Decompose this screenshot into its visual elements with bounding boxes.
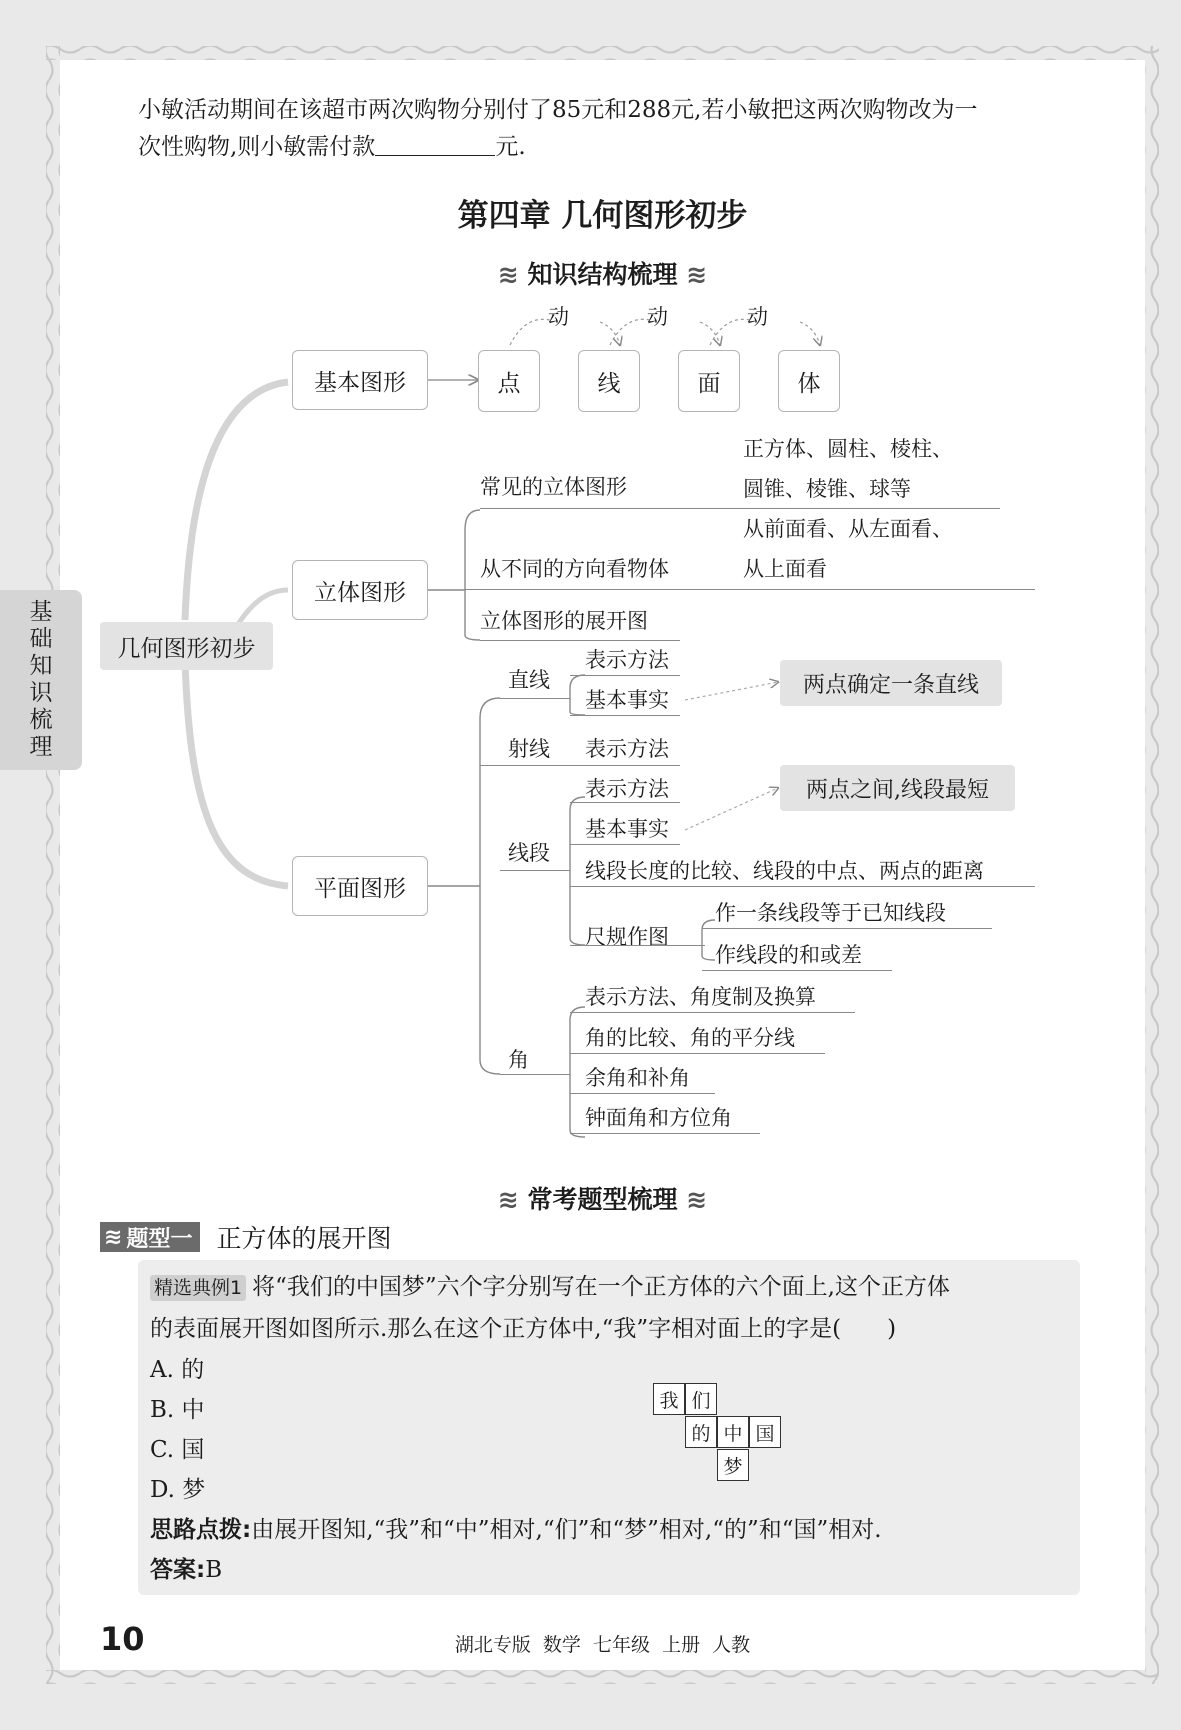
net-cell-guo: 国 — [749, 1416, 781, 1448]
answer-value: B — [205, 1557, 223, 1583]
solid-views-examples-2: 从上面看 — [743, 557, 827, 581]
angle-clock-direction: 钟面角和方位角 — [585, 1106, 732, 1130]
type-tag-label: 题型一 — [126, 1226, 193, 1252]
page — [60, 60, 1145, 1670]
plane-segment: 线段 — [508, 841, 550, 865]
hint-label: 思路点拨: — [150, 1517, 252, 1543]
node-solid-figures: 立体图形 — [292, 560, 428, 620]
construct-sum-difference: 作线段的和或差 — [715, 943, 862, 967]
answer — [150, 1555, 222, 1585]
angle-representation: 表示方法、角度制及换算 — [585, 985, 816, 1009]
intro-line-2-after: 元. — [495, 134, 526, 160]
type-title: 正方体的展开图 — [216, 1224, 392, 1253]
move-label: 动 — [747, 305, 768, 329]
page-number: 10 — [100, 1620, 145, 1658]
note-shortest-segment: 两点之间,线段最短 — [780, 765, 1015, 811]
chapter-title: 第四章 几何图形初步 — [457, 198, 748, 234]
wave-icon: ≋ — [677, 1185, 708, 1214]
side-tab-char: 知 — [29, 653, 53, 679]
move-label: 动 — [548, 305, 569, 329]
segment-construct: 尺规作图 — [585, 925, 669, 949]
node-line: 线 — [578, 350, 640, 412]
option-c: C. 国 — [150, 1437, 205, 1463]
wave-icon: ≋ — [497, 1185, 528, 1214]
answer-label: 答案: — [150, 1557, 206, 1583]
section-heading-types — [60, 1180, 1145, 1216]
footer-info: 湖北专版 数学 七年级 上册 人教 — [454, 1634, 751, 1656]
solid-views: 从不同的方向看物体 — [480, 557, 669, 581]
move-label: 动 — [647, 305, 668, 329]
hint — [150, 1515, 882, 1545]
wave-icon: ≋ — [104, 1224, 123, 1250]
net-cell-men: 们 — [685, 1383, 717, 1415]
line-basic-fact: 基本事实 — [585, 688, 669, 712]
intro-line-1: 小敏活动期间在该超市两次购物分别付了85元和288元,若小敏把这两次购物改为一 — [138, 97, 978, 123]
line-representation: 表示方法 — [585, 648, 669, 672]
segment-basic-fact: 基本事实 — [585, 817, 669, 841]
wave-icon: ≋ — [677, 260, 708, 289]
node-plane-figures: 平面图形 — [292, 856, 428, 916]
note-two-points-line: 两点确定一条直线 — [780, 660, 1002, 706]
intro-line-2-before: 次性购物,则小敏需付款 — [138, 134, 376, 160]
plane-ray: 射线 — [508, 737, 550, 761]
solid-views-examples-1: 从前面看、从左面看、 — [743, 517, 953, 541]
solid-common-examples-2: 圆锥、棱锥、球等 — [743, 477, 911, 501]
ray-representation: 表示方法 — [585, 737, 669, 761]
side-tab-char: 识 — [29, 680, 53, 706]
option-a: A. 的 — [150, 1357, 205, 1383]
angle-complement: 余角和补角 — [585, 1066, 690, 1090]
net-cell-meng: 梦 — [717, 1449, 749, 1481]
net-cell-de: 的 — [685, 1416, 717, 1448]
net-cell-zhong: 中 — [717, 1416, 749, 1448]
node-solid: 体 — [778, 350, 840, 412]
segment-representation: 表示方法 — [585, 777, 669, 801]
side-tab-char: 础 — [29, 626, 53, 652]
solid-common-examples-1: 正方体、圆柱、棱柱、 — [743, 437, 953, 461]
node-basic-figures: 基本图形 — [292, 350, 428, 410]
solid-net: 立体图形的展开图 — [480, 609, 648, 633]
option-d: D. 梦 — [150, 1477, 206, 1503]
section-title: 常考题型梳理 — [527, 1185, 678, 1214]
segment-compare: 线段长度的比较、线段的中点、两点的距离 — [585, 859, 984, 883]
construct-equal-segment: 作一条线段等于已知线段 — [715, 901, 946, 925]
net-cell-wo: 我 — [653, 1383, 685, 1415]
example-text-1: 将“我们的中国梦”六个字分别写在一个正方体的六个面上,这个正方体 — [252, 1274, 950, 1300]
example-tag: 精选典例1 — [150, 1275, 246, 1301]
example-line-2: 的表面展开图如图所示.那么在这个正方体中,“我”字相对面上的字是( ) — [150, 1316, 897, 1342]
plane-line: 直线 — [508, 668, 550, 692]
option-b: B. 中 — [150, 1397, 205, 1423]
angle-compare: 角的比较、角的平分线 — [585, 1026, 795, 1050]
node-surface: 面 — [678, 350, 740, 412]
mindmap-root: 几何图形初步 — [100, 622, 273, 670]
wave-icon: ≋ — [497, 260, 528, 289]
side-tab-char: 梳 — [29, 707, 53, 733]
type-tag — [100, 1222, 200, 1252]
type-heading — [100, 1220, 391, 1254]
example-line-1 — [150, 1272, 950, 1302]
node-point: 点 — [478, 350, 540, 412]
side-tab-char: 基 — [29, 599, 53, 625]
solid-common: 常见的立体图形 — [480, 475, 627, 499]
side-tab — [0, 590, 82, 770]
side-tab-char: 理 — [29, 734, 53, 760]
hint-text: 由展开图知,“我”和“中”相对,“们”和“梦”相对,“的”和“国”相对. — [251, 1517, 882, 1543]
section-title: 知识结构梳理 — [527, 260, 678, 289]
plane-angle: 角 — [508, 1048, 529, 1072]
